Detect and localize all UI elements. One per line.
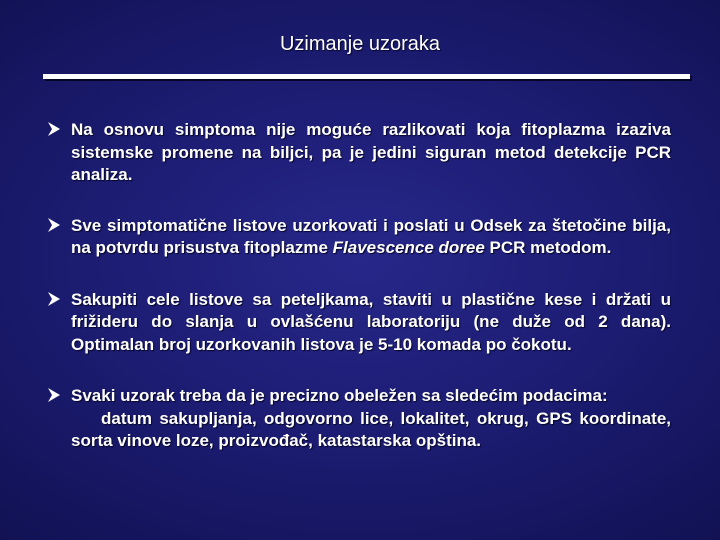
slide-title: Uzimanje uzoraka bbox=[279, 33, 441, 55]
bullet-text: Svaki uzorak treba da je precizno obeležen sa sledećim podacima: bbox=[71, 386, 608, 405]
bullet-subtext: datum sakupljanja, odgovorno lice, lokalitet, okrug, GPS koordinate, sorta vinove loze, proizvođač, katastarska opština. bbox=[71, 408, 671, 450]
title-divider bbox=[43, 74, 690, 79]
arrowhead-bullet-icon bbox=[48, 218, 60, 232]
arrowhead-bullet-icon bbox=[48, 388, 60, 402]
bullet-text: Sakupiti cele listove sa peteljkama, staviti u plastične kese i držati u frižideru do slanja u ovlašćenu laboratoriju (ne duže od 2 dana). Optimalan broj uzorkovanih listova je 5-10 komada po čokotu. bbox=[71, 289, 671, 354]
arrowhead-bullet-icon bbox=[48, 292, 60, 306]
bullet-text-end: PCR metodom. bbox=[484, 238, 612, 257]
bullet-text: Sve simptomatične listove uzorkovati i poslati u Odsek za štetočine bilja, na potvrdu prisustva fitoplazme bbox=[71, 215, 671, 257]
bullet-item bbox=[48, 289, 671, 357]
bullet-item bbox=[48, 385, 671, 453]
bullet-list bbox=[48, 119, 671, 453]
bullet-text: Na osnovu simptoma nije moguće razlikovati koja fitoplazma izaziva sistemske promene na biljci, pa je jedini siguran metod detekcije PCR analiza. bbox=[71, 120, 671, 184]
arrowhead-bullet-icon bbox=[48, 122, 60, 136]
bullet-italic-term: Flavescence doree bbox=[332, 238, 485, 257]
bullet-item bbox=[48, 119, 671, 187]
bullet-item bbox=[48, 215, 671, 260]
